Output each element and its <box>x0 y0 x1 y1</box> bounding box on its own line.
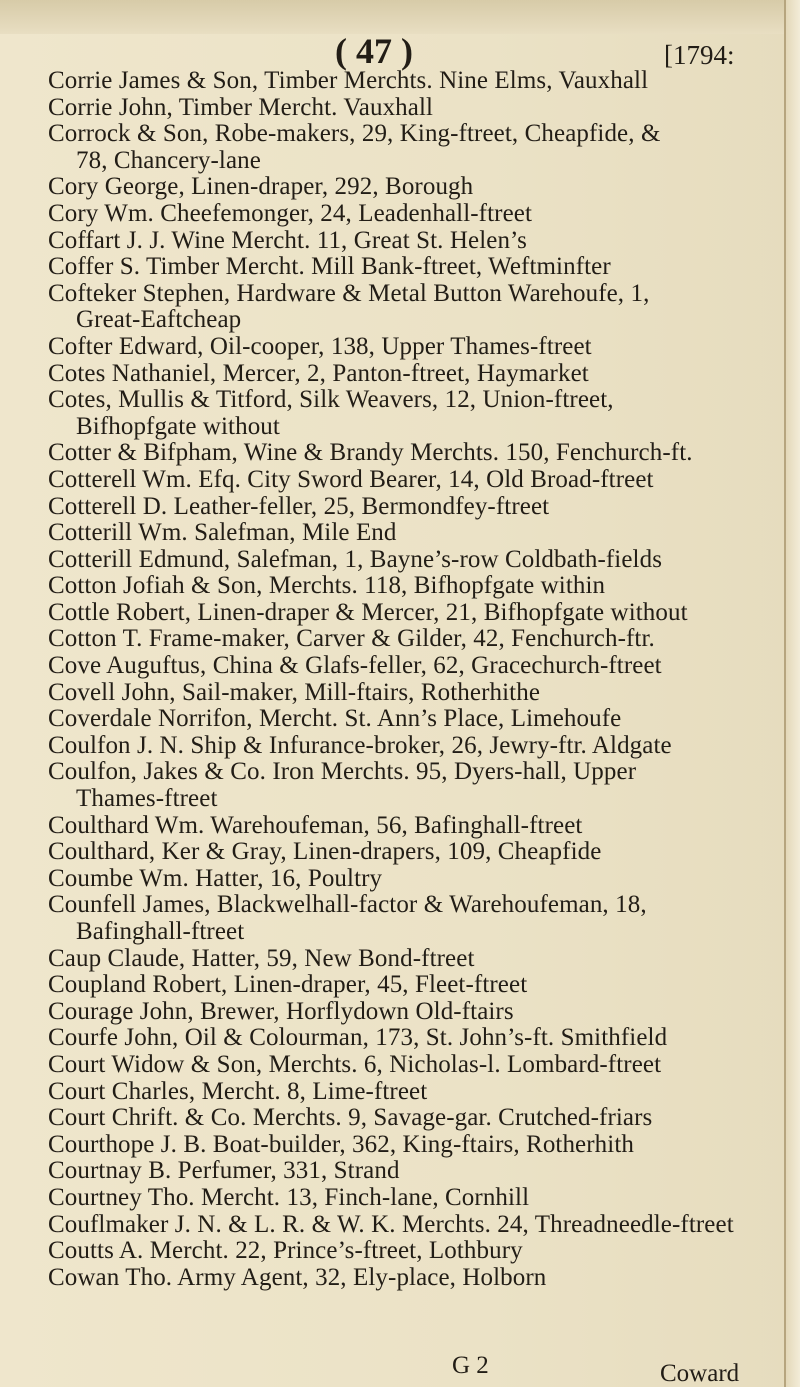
directory-entry: Cotes, Mullis & Titford, Silk Weavers, 12, Union-ftreet, <box>48 386 614 414</box>
directory-entry: Thames-ftreet <box>76 785 218 813</box>
directory-entry: Court Charles, Mercht. 8, Lime-ftreet <box>48 1077 428 1105</box>
directory-entry: Coulfon J. N. Ship & Infurance-broker, 26, Jewry-ftr. Aldgate <box>48 731 672 759</box>
directory-entry: Courtnay B. Perfumer, 331, Strand <box>48 1157 400 1185</box>
page-number: ( 47 ) <box>335 31 413 71</box>
directory-entry: Courfe John, Oil & Colourman, 173, St. John’s-ft. Smithfield <box>48 1024 668 1052</box>
directory-entry: Couflmaker J. N. & L. R. & W. K. Merchts. 24, Threadneedle-ftreet <box>48 1210 734 1238</box>
directory-entry: Courthope J. B. Boat-builder, 362, King-ftairs, Rotherhith <box>48 1130 634 1158</box>
directory-entry: Cofter Edward, Oil-cooper, 138, Upper Thames-ftreet <box>48 332 592 360</box>
directory-entry: Courtney Tho. Mercht. 13, Finch-lane, Cornhill <box>48 1183 530 1211</box>
catchword: Coward <box>660 1360 740 1387</box>
directory-entry: Cowan Tho. Army Agent, 32, Ely-place, Holborn <box>48 1263 547 1291</box>
directory-entry: Coffart J. J. Wine Mercht. 11, Great St. Helen’s <box>48 226 527 254</box>
directory-entry: Coulthard Wm. Warehoufeman, 56, Bafinghall-ftreet <box>48 811 583 839</box>
directory-entry: Cory Wm. Cheefemonger, 24, Leadenhall-ftreet <box>48 199 533 227</box>
directory-entry: Courage John, Brewer, Horflydown Old-ftairs <box>48 997 514 1025</box>
directory-entry: Coumbe Wm. Hatter, 16, Poultry <box>48 864 383 892</box>
directory-entry: Great-Eaftcheap <box>76 306 242 334</box>
directory-entry: Cotterell Wm. Efq. City Sword Bearer, 14, Old Broad-ftreet <box>48 465 654 493</box>
page-year: [1794: <box>664 40 735 70</box>
directory-entry: Cottle Robert, Linen-draper & Mercer, 21, Bifhopfgate without <box>48 598 688 626</box>
page-top-edge <box>0 0 800 34</box>
directory-entry: Bifhopfgate without <box>76 412 280 440</box>
directory-entry: Coutts A. Mercht. 22, Prince’s-ftreet, Lothbury <box>48 1237 523 1265</box>
directory-entry: Covell John, Sail-maker, Mill-ftairs, Rotherhithe <box>48 678 541 706</box>
directory-entries <box>48 68 778 1291</box>
directory-entry: Coulthard, Ker & Gray, Linen-drapers, 109, Cheapfide <box>48 838 602 866</box>
directory-entry: Caup Claude, Hatter, 59, New Bond-ftreet <box>48 944 475 972</box>
directory-entry: Cotter & Bifpham, Wine & Brandy Merchts. 150, Fenchurch-ft. <box>48 439 693 467</box>
directory-entry: Corrock & Son, Robe-makers, 29, King-ftreet, Cheapfide, & <box>48 120 661 148</box>
directory-entry: Coupland Robert, Linen-draper, 45, Fleet-ftreet <box>48 971 528 999</box>
directory-entry: Corrie John, Timber Mercht. Vauxhall <box>48 93 434 121</box>
directory-entry: Court Widow & Son, Merchts. 6, Nicholas-l. Lombard-ftreet <box>48 1050 662 1078</box>
directory-entry: Cotes Nathaniel, Mercer, 2, Panton-ftreet, Haymarket <box>48 359 589 387</box>
directory-entry: Cotterill Edmund, Salefman, 1, Bayne’s-row Coldbath-fields <box>48 545 663 573</box>
directory-entry: 78, Chancery-lane <box>76 146 261 174</box>
page-right-edge <box>784 0 800 1387</box>
directory-entry: Cofteker Stephen, Hardware & Metal Button Warehoufe, 1, <box>48 279 650 307</box>
directory-entry: Corrie James & Son, Timber Merchts. Nine Elms, Vauxhall <box>48 67 649 94</box>
directory-entry: Cotton T. Frame-maker, Carver & Gilder, 42, Fenchurch-ftr. <box>48 625 655 653</box>
directory-entry: Cotterill Wm. Salefman, Mile End <box>48 519 397 547</box>
page-footer <box>0 1352 786 1387</box>
directory-entry: Cotterell D. Leather-feller, 25, Bermondfey-ftreet <box>48 492 550 520</box>
directory-entry: Counfell James, Blackwelhall-factor & Warehoufeman, 18, <box>48 891 647 919</box>
directory-entry: Coffer S. Timber Mercht. Mill Bank-ftreet, Weftminfter <box>48 253 611 281</box>
directory-entry: Cory George, Linen-draper, 292, Borough <box>48 173 474 201</box>
directory-entry: Cove Auguftus, China & Glafs-feller, 62, Gracechurch-ftreet <box>48 652 662 680</box>
signature-mark: G 2 <box>452 1352 489 1379</box>
directory-entry: Cotton Jofiah & Son, Merchts. 118, Bifhopfgate within <box>48 572 606 600</box>
directory-entry: Coverdale Norrifon, Mercht. St. Ann’s Place, Limehoufe <box>48 705 622 733</box>
directory-entry: Coulfon, Jakes & Co. Iron Merchts. 95, Dyers-hall, Upper <box>48 758 637 786</box>
directory-entry: Court Chrift. & Co. Merchts. 9, Savage-gar. Crutched-friars <box>48 1104 653 1132</box>
directory-entry: Bafinghall-ftreet <box>76 918 245 945</box>
